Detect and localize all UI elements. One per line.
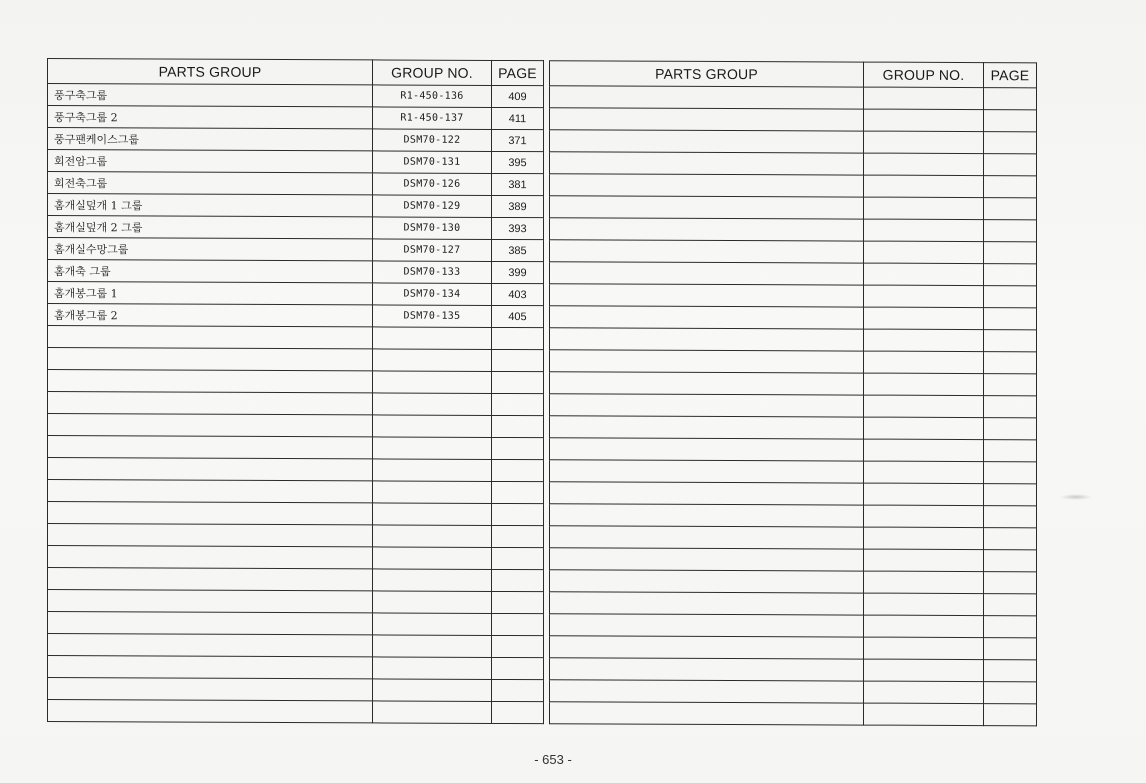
right-group-no-cell [864,153,984,176]
right-parts-group-cell [550,262,864,285]
right-parts-group-cell [550,636,864,659]
group-no-cell: DSM70-133 [373,261,492,284]
page-cell [492,701,544,723]
page-cell: 399 [492,261,544,283]
parts-group-cell [48,656,373,679]
group-no-cell [373,547,492,570]
right-group-no-cell [864,241,984,264]
group-no-cell [373,613,492,636]
right-page-cell [984,462,1037,484]
left-page-header: PAGE [492,60,544,85]
right-group-no-cell [864,615,984,638]
right-parts-group-cell [550,174,864,197]
page-cell [492,481,544,503]
parts-group-cell [48,590,373,613]
right-page-cell [984,352,1037,374]
right-parts-group-cell [550,86,864,109]
right-page-cell [984,528,1037,550]
page-cell: 371 [492,129,544,151]
parts-index-table [47,58,1037,726]
parts-group-cell [48,458,373,481]
page-cell: 381 [492,173,544,195]
page-number: - 653 - [534,752,572,767]
group-no-cell: DSM70-126 [373,173,492,196]
parts-group-cell [48,524,373,547]
right-page-cell [984,88,1037,110]
right-parts-group-cell [550,306,864,329]
right-page-cell [984,176,1037,198]
page-cell: 395 [492,151,544,173]
right-group-no-cell [864,593,984,616]
parts-group-cell: 회전암그룹 [48,150,373,173]
right-parts-group-cell [550,438,864,461]
page-cell [492,591,544,613]
right-page-cell [984,220,1037,242]
right-page-header: PAGE [984,63,1037,88]
parts-group-cell [48,612,373,635]
right-parts-group-cell [550,548,864,571]
page-cell [492,327,544,349]
right-page-cell [984,550,1037,572]
parts-group-cell [48,546,373,569]
group-no-cell [373,657,492,680]
parts-group-cell: 홈개실덮개 1 그룹 [48,194,373,217]
page-cell: 403 [492,283,544,305]
right-parts-group-cell [550,152,864,175]
right-page-cell [984,704,1037,726]
right-parts-group-cell [550,614,864,637]
right-parts-group-cell [550,570,864,593]
right-group-no-cell [864,483,984,506]
right-page-cell [984,264,1037,286]
parts-group-cell [48,414,373,437]
left-parts-group-header: PARTS GROUP [48,59,373,85]
right-page-cell [984,682,1037,704]
parts-group-cell [48,326,373,349]
group-no-cell: DSM70-134 [373,283,492,306]
group-no-cell [373,327,492,350]
group-no-cell [373,459,492,482]
right-group-no-cell [864,219,984,242]
parts-group-cell [48,370,373,393]
parts-group-cell: 홈개실덮개 2 그룹 [48,216,373,239]
group-no-cell: DSM70-122 [373,129,492,152]
parts-group-cell [48,348,373,371]
right-group-no-cell [864,175,984,198]
right-group-no-cell [864,659,984,682]
right-group-no-cell [864,461,984,484]
page-cell [492,569,544,591]
right-parts-group-cell [550,372,864,395]
group-no-cell: R1-450-137 [373,107,492,130]
table-row [48,700,1037,726]
right-page-cell [984,572,1037,594]
right-page-cell [984,198,1037,220]
parts-group-cell [48,634,373,657]
right-parts-group-cell [550,504,864,527]
right-parts-group-cell [550,460,864,483]
right-parts-group-cell [550,680,864,703]
parts-group-cell: 풍구축그룹 2 [48,106,373,129]
right-group-no-cell [864,549,984,572]
parts-group-cell [48,700,373,723]
page-cell: 385 [492,239,544,261]
page-cell [492,613,544,635]
page-cell [492,371,544,393]
right-parts-group-cell [550,328,864,351]
right-parts-group-header: PARTS GROUP [550,61,864,87]
right-parts-group-cell [550,482,864,505]
group-no-cell [373,569,492,592]
right-group-no-cell [864,307,984,330]
right-page-cell [984,638,1037,660]
parts-group-cell: 홈개봉그룹 2 [48,304,373,327]
parts-group-cell: 홈개봉그룹 1 [48,282,373,305]
right-parts-group-cell [550,240,864,263]
parts-group-cell [48,568,373,591]
group-no-cell [373,349,492,372]
right-page-cell [984,660,1037,682]
right-parts-group-cell [550,416,864,439]
right-group-no-cell [864,571,984,594]
group-no-cell: DSM70-127 [373,239,492,262]
right-parts-group-cell [550,218,864,241]
right-parts-group-cell [550,350,864,373]
group-no-cell: R1-450-136 [373,85,492,108]
right-page-cell [984,242,1037,264]
group-no-cell [373,525,492,548]
right-parts-group-cell [550,592,864,615]
right-group-no-cell [864,417,984,440]
right-group-no-cell [864,285,984,308]
right-page-cell [984,418,1037,440]
right-group-no-cell [864,373,984,396]
parts-group-cell [48,392,373,415]
right-page-cell [984,616,1037,638]
right-page-cell [984,110,1037,132]
right-page-cell [984,330,1037,352]
right-page-cell [984,396,1037,418]
right-group-no-cell [864,197,984,220]
page-cell: 411 [492,107,544,129]
scan-smudge [1060,494,1092,500]
page-cell [492,547,544,569]
right-group-no-cell [864,681,984,704]
page-cell [492,657,544,679]
right-group-no-cell [864,87,984,110]
right-group-no-cell [864,109,984,132]
right-parts-group-cell [550,526,864,549]
right-page-cell [984,132,1037,154]
right-parts-group-cell [550,394,864,417]
parts-group-cell: 홈개실수망그룹 [48,238,373,261]
group-no-cell [373,371,492,394]
page-cell [492,525,544,547]
page-cell [492,437,544,459]
right-group-no-cell [864,637,984,660]
group-no-cell [373,679,492,702]
group-no-cell [373,415,492,438]
parts-group-cell [48,480,373,503]
right-page-cell [984,374,1037,396]
group-no-cell [373,701,492,724]
group-no-cell [373,591,492,614]
page-cell: 389 [492,195,544,217]
right-page-cell [984,594,1037,616]
right-group-no-cell [864,527,984,550]
right-group-no-cell [864,131,984,154]
group-no-cell [373,481,492,504]
group-no-cell [373,437,492,460]
right-group-no-header: GROUP NO. [864,62,984,88]
right-page-cell [984,484,1037,506]
page-cell [492,349,544,371]
page-cell [492,459,544,481]
page-cell: 409 [492,85,544,107]
page-cell [492,393,544,415]
parts-group-cell: 풍구축그룹 [48,84,373,107]
group-no-cell [373,503,492,526]
group-no-cell: DSM70-131 [373,151,492,174]
right-parts-group-cell [550,130,864,153]
group-no-cell: DSM70-135 [373,305,492,328]
parts-group-cell [48,502,373,525]
group-no-cell: DSM70-129 [373,195,492,218]
right-group-no-cell [864,329,984,352]
parts-group-cell: 풍구팬케이스그룹 [48,128,373,151]
parts-group-cell: 홈개축 그룹 [48,260,373,283]
right-group-no-cell [864,439,984,462]
page-cell [492,415,544,437]
right-group-no-cell [864,505,984,528]
right-group-no-cell [864,351,984,374]
right-page-cell [984,286,1037,308]
right-group-no-cell [864,263,984,286]
group-no-cell [373,393,492,416]
page-cell: 405 [492,305,544,327]
left-group-no-header: GROUP NO. [373,60,492,86]
right-parts-group-cell [550,108,864,131]
right-page-cell [984,506,1037,528]
right-group-no-cell [864,395,984,418]
right-page-cell [984,440,1037,462]
right-parts-group-cell [550,196,864,219]
right-parts-group-cell [550,702,864,725]
page-cell [492,679,544,701]
parts-group-cell: 회전축그룹 [48,172,373,195]
parts-group-cell [48,678,373,701]
page-cell [492,503,544,525]
page-cell: 393 [492,217,544,239]
parts-group-cell [48,436,373,459]
right-parts-group-cell [550,284,864,307]
right-page-cell [984,308,1037,330]
group-no-cell [373,635,492,658]
page-cell [492,635,544,657]
group-no-cell: DSM70-130 [373,217,492,240]
right-group-no-cell [864,703,984,726]
right-parts-group-cell [550,658,864,681]
right-page-cell [984,154,1037,176]
